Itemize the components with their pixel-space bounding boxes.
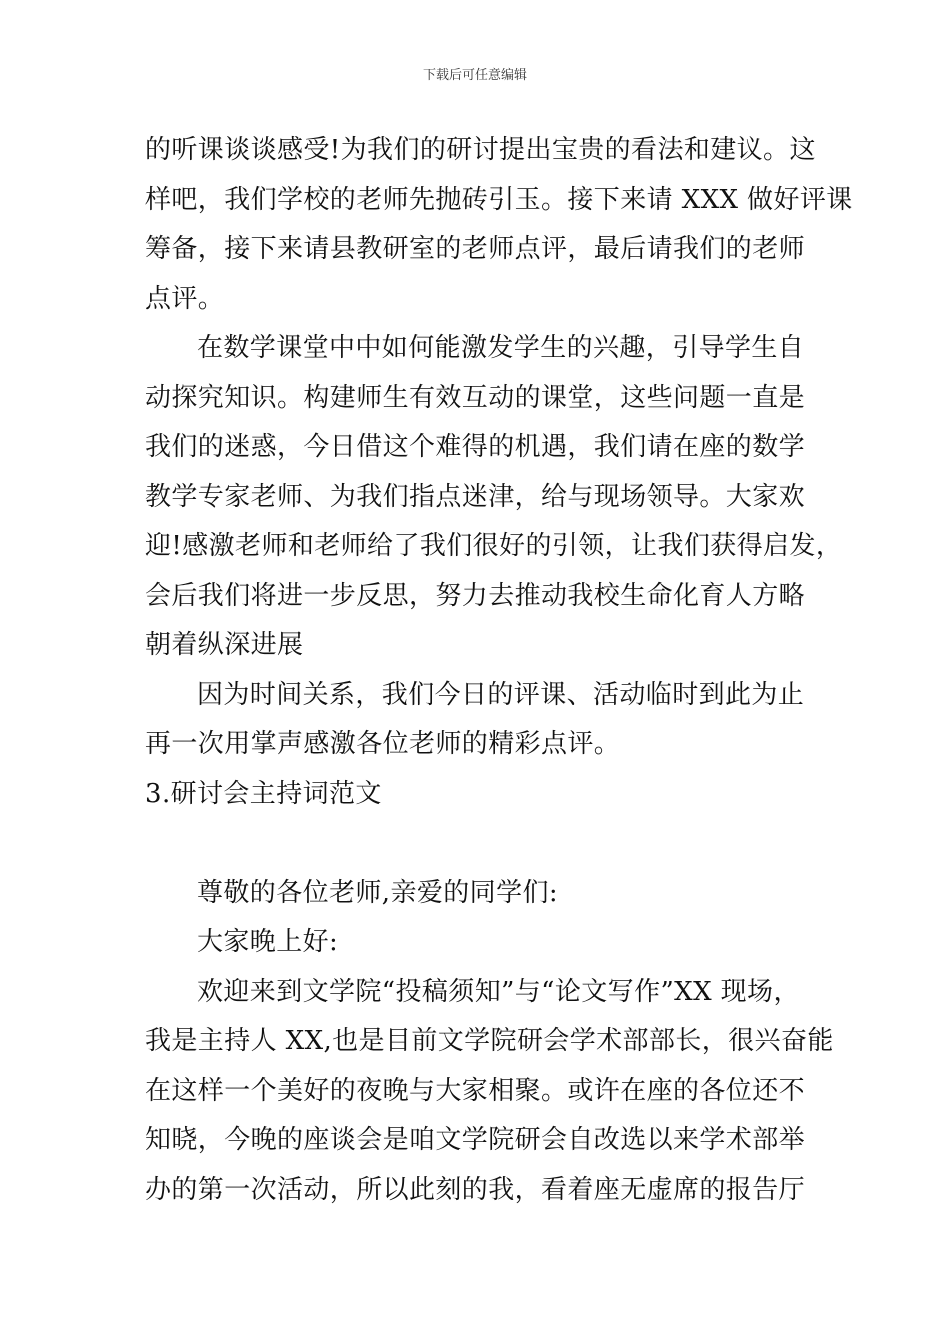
- text-line: 知晓，今晚的座谈会是咱文学院研会自改选以来学术部举: [145, 1125, 806, 1155]
- text-line: 筹备，接下来请县教研室的老师点评，最后请我们的老师: [145, 234, 806, 264]
- salutation-line: 尊敬的各位老师,亲爱的同学们:: [197, 877, 559, 908]
- text-line: 动探究知识。构建师生有效互动的课堂，这些问题一直是: [145, 382, 806, 413]
- text-line: 会后我们将进一步反思，努力去推动我校生命化育人方略: [145, 580, 806, 611]
- text-line: 再一次用掌声感激各位老师的精彩点评。: [145, 729, 621, 759]
- document-body: [145, 126, 853, 1215]
- text-line: 我们的迷惑，今日借这个难得的机遇，我们请在座的数学: [145, 432, 806, 462]
- blank-line: [145, 819, 810, 869]
- paragraph-start-line: 因为时间关系，我们今日的评课、活动临时到此为止: [197, 679, 805, 710]
- paragraph-start-line: 欢迎来到文学院“投稿须知”与“论文写作”XX 现场，: [197, 976, 800, 1007]
- text-line: 点评。: [145, 283, 225, 314]
- greeting-line: 大家晚上好:: [197, 927, 339, 957]
- text-line: 迎!感激老师和老师给了我们很好的引领，让我们获得启发，: [145, 531, 843, 561]
- text-line: 在这样一个美好的夜晚与大家相聚。或许在座的各位还不: [145, 1075, 806, 1106]
- text-line: 朝着纵深进展: [145, 630, 304, 660]
- page-header-note: 下载后可任意编辑: [422, 68, 527, 83]
- text-line: 样吧，我们学校的老师先抛砖引玉。接下来请 XXX 做好评课: [145, 184, 853, 215]
- text-line: 我是主持人 XX,也是目前文学院研会学术部部长，很兴奋能: [145, 1026, 834, 1056]
- text-line: 办的第一次活动，所以此刻的我，看着座无虚席的报告厅: [145, 1174, 806, 1205]
- paragraph-start-line: 在数学课堂中中如何能激发学生的兴趣，引导学生自: [197, 333, 805, 363]
- text-line: 教学专家老师、为我们指点迷津，给与现场领导。大家欢: [145, 481, 806, 512]
- section-heading: 3.研讨会主持词范文: [145, 778, 382, 809]
- text-line: 的听课谈谈感受!为我们的研讨提出宝贵的看法和建议。这: [145, 135, 816, 165]
